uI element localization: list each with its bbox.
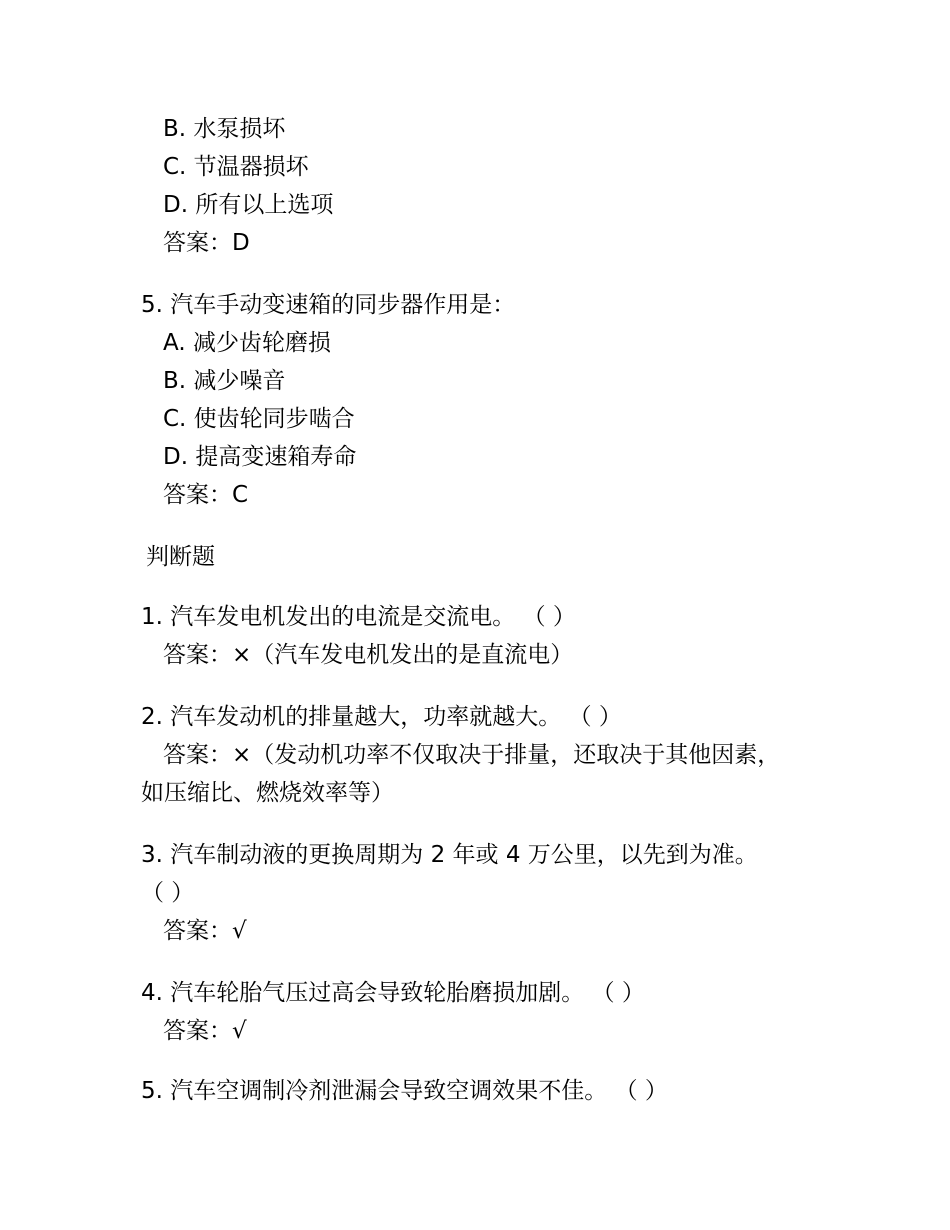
- tf-question-3: 3. 汽车制动液的更换周期为 2 年或 4 万公里，以先到为准。: [141, 842, 758, 868]
- tf-answer-3: 答案：√: [163, 918, 247, 944]
- option-d: D. 所有以上选项: [163, 192, 334, 218]
- tf-question-5: 5. 汽车空调制冷剂泄漏会导致空调效果不佳。 （ ）: [141, 1078, 668, 1104]
- option-a: A. 减少齿轮磨损: [163, 330, 331, 356]
- option-d: D. 提高变速箱寿命: [163, 444, 357, 470]
- tf-answer-1: 答案：×（汽车发电机发出的是直流电）: [163, 642, 574, 668]
- option-b: B. 减少噪音: [163, 368, 286, 394]
- answer: 答案：D: [163, 230, 250, 256]
- question-text: 5. 汽车手动变速箱的同步器作用是：: [141, 292, 516, 318]
- tf-answer-4: 答案：√: [163, 1018, 247, 1044]
- option-b: B. 水泵损坏: [163, 116, 286, 142]
- tf-answer-2: 答案：×（发动机功率不仅取决于排量，还取决于其他因素，: [163, 742, 781, 768]
- tf-question-2: 2. 汽车发动机的排量越大，功率就越大。 （ ）: [141, 704, 622, 730]
- section-title: 判断题: [146, 544, 215, 570]
- answer: 答案：C: [163, 482, 249, 508]
- option-c: C. 使齿轮同步啮合: [163, 406, 355, 432]
- option-c: C. 节温器损坏: [163, 154, 309, 180]
- tf-question-1: 1. 汽车发电机发出的电流是交流电。 （ ）: [141, 604, 576, 630]
- tf-question-4: 4. 汽车轮胎气压过高会导致轮胎磨损加剧。 （ ）: [141, 980, 645, 1006]
- tf-question-3-continued: （ ）: [141, 880, 195, 906]
- tf-answer-2-continued: 如压缩比、燃烧效率等）: [141, 780, 394, 806]
